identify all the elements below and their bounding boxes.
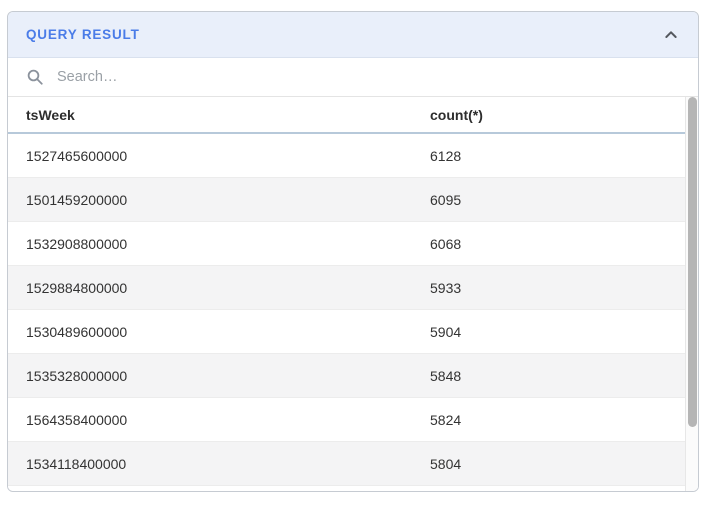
table-cell: 1534118400000 (26, 455, 127, 472)
search-input[interactable] (55, 68, 686, 86)
table-cell: 1535328000000 (26, 367, 128, 384)
table-row[interactable] (8, 354, 687, 398)
table-header-row (8, 97, 687, 133)
search-icon (26, 68, 44, 86)
table-cell: 1501459200000 (26, 191, 128, 208)
table-cell: 6128 (430, 147, 462, 164)
scrollbar-thumb[interactable] (688, 97, 697, 427)
table-cell: 5848 (430, 367, 462, 384)
table-cell: 5804 (430, 455, 462, 472)
table-body (8, 133, 687, 486)
table-cell: 1564358400000 (26, 411, 128, 428)
table-row[interactable] (8, 178, 687, 222)
table-cell: 1530489600000 (26, 323, 128, 340)
table-row[interactable] (8, 222, 687, 266)
scrollbar-track[interactable] (685, 97, 698, 491)
panel-title: QUERY RESULT (26, 27, 140, 42)
column-header-count[interactable]: count(*) (412, 97, 687, 133)
table-cell: 6095 (430, 191, 462, 208)
table-row[interactable] (8, 266, 687, 310)
table-row[interactable] (8, 133, 687, 178)
search-row (8, 58, 698, 97)
table-row[interactable] (8, 398, 687, 442)
table-cell: 6068 (430, 235, 462, 252)
results-table-area (8, 97, 698, 491)
table-cell: 1532908800000 (26, 235, 128, 252)
table-cell: 5933 (430, 279, 462, 296)
panel-header[interactable] (8, 12, 698, 58)
table-cell: 1529884800000 (26, 279, 128, 296)
table-row[interactable] (8, 310, 687, 354)
query-result-panel (7, 11, 699, 492)
table-cell: 5904 (430, 323, 462, 340)
column-header-tsweek[interactable]: tsWeek (8, 97, 412, 133)
table-cell: 1527465600000 (26, 147, 128, 164)
chevron-up-icon[interactable] (663, 27, 679, 43)
results-table (8, 97, 687, 486)
table-cell: 5824 (430, 411, 462, 428)
table-row[interactable] (8, 442, 687, 486)
